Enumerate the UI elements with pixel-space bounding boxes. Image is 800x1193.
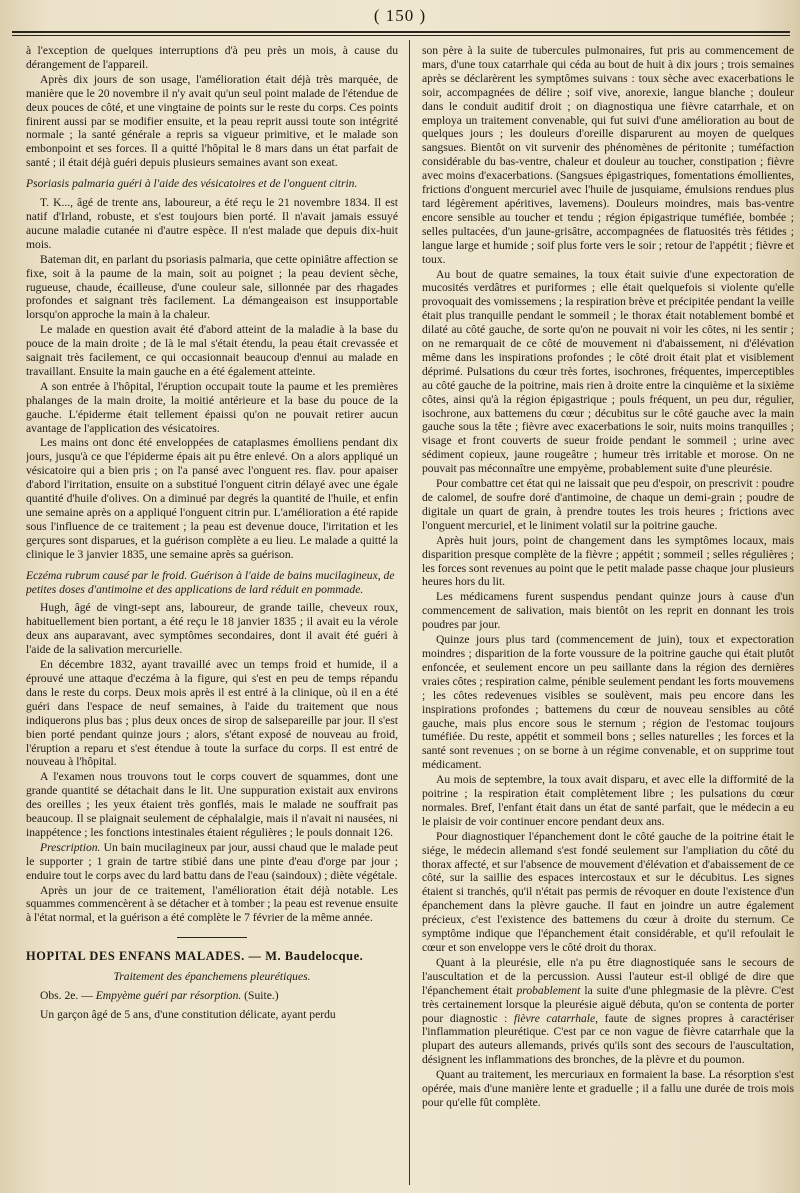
hospital-heading: HOPITAL DES ENFANS MALADES. — M. Baudelocque. — [26, 949, 364, 964]
left-column — [26, 44, 398, 1184]
treatment-heading: Traitement des épanchemens pleurétiques. — [113, 970, 311, 984]
paragraph — [422, 956, 794, 1067]
emphasis: fièvre catarrhale — [513, 1011, 596, 1025]
paragraph: Au mois de septembre, la toux avait disparu, et avec elle la difformité de la poitrine ; la respiration était complètement libre ; les pulsations du cœur normales. Bref, l'enfant était dans un état de santé parfait, que le médecin a eu le plaisir de voir continuer encore pendant deux ans. — [422, 773, 794, 828]
observation-label: Obs. 2e. — — [40, 989, 93, 1003]
paragraph: Hugh, âgé de vingt-sept ans, laboureur, de grande taille, cheveux roux, habituellement bien portant, a été reçu le 18 janvier 1835 ; il avait eu la vérole deux ans auparavant, avec symptômes secondaires, dont il avait été guéri à l'aide de la salivation mercurielle. — [26, 601, 398, 657]
paragraph: En décembre 1832, ayant travaillé avec un temps froid et humide, il a éprouvé une attaque d'eczéma à la figure, qui s'est en peu de temps répandu dans le reste du corps. Deux mois après il est entré à la clinique, où il en a été guéri dans l'espace de neuf semaines, à l'aide du traitement que nous indiquerons plus bas ; plus deux onces de sirop de salsepareille par jour. Il s'est bien porté pendant quinze jours ; alors, s'étant exposé de nouveau au froid, l'éruption a reparu et s'est étendue à toute la surface du corps. Il est entré de nouveau à l'hôpital. — [26, 658, 398, 769]
paragraph: T. K..., âgé de trente ans, laboureur, a été reçu le 21 novembre 1834. Il est natif d'Irland, robuste, et s'est toujours bien porté. Il n'avait jamais essuyé aucune maladie cutanée ni d'autre espèce. Il n'est malade que depuis dix-huit mois. — [26, 196, 398, 251]
emphasis: probablement — [516, 983, 581, 997]
paragraph: Les mains ont donc été enveloppées de cataplasmes émolliens pendant dix jours, jusqu'à ce que l'épiderme épais ait pu être enlevé. On a alors appliqué un vésicatoire qui a bien pris ; on l'a pansé avec l'onguent res. flav. pour apaiser d'abord l'irritation, ensuite on a substitué l'onguent citrin délayé avec une égale quantité d'huile d'olives. On a diminué par degrés la quantité de l'huile, et enfin une semaine après on a appliqué l'onguent citrin pur. L'amélioration a été rapide sous l'influence de ce traitement ; la peau est devenue douce, l'irritation et les gerçures sont disparues, et la guérison complète a eu lieu. Le malade a quitté la clinique le 3 janvier 1835, une semaine après sa guérison. — [26, 436, 398, 561]
section-divider — [177, 937, 247, 938]
paragraph: à l'exception de quelques interruptions d'à peu près un mois, à cause du dérangement de l'appareil. — [26, 44, 398, 71]
observation-title: Empyème guéri par résorption. — [95, 989, 242, 1003]
right-column — [422, 44, 794, 1184]
paragraph-prescription — [26, 841, 398, 883]
paragraph: A son entrée à l'hôpital, l'éruption occupait toute la paume et les premières phalanges de la main droite, la moitié antérieure et la base du pouce de la gauche. L'épiderme était tellement épaissi qu'on ne pouvait retirer aucun avantage de l'application des vésicatoires. — [26, 379, 398, 435]
paragraph: Bateman dit, en parlant du psoriasis palmaria, que cette opiniâtre affection se fixe, soit à la paume de la main, soit au poignet ; la peau devient sèche, rugueuse, chaude, écailleuse, d'une couleur sale, sillonnée par des rhagades profondes et saignant très facilement. La démangeaison est insupportable lorsqu'on approche la main à la chaleur. — [26, 252, 398, 322]
observation-heading — [26, 989, 398, 1003]
paragraph: A l'examen nous trouvons tout le corps couvert de squammes, dont une grande quantité se détachait dans le lit. Une suppuration existait aux environs des oreilles ; les yeux étaient très gonflés, mais le malade ne souffrait pas beaucoup. Il se plaignait seulement de céphalalgie, mais il n'avait ni nausées, ni inappétence ; les fonctions intestinales étaient régulières ; le pouls donnait 126. — [26, 770, 398, 839]
paragraph: son père à la suite de tubercules pulmonaires, fut pris au commencement de mars, d'une toux catarrhale qui céda au bout de huit à dix jours ; trois semaines après se déclarèrent les symptômes suivans : toux sèche avec exacerbations le soir, accompagnées de délire ; soif vive, anorexie, langue blanche ; douleur dans le conduit auditif droit ; on diagnostiqua une fièvre catarrhale, et on employa un traitement convenable, qui fut suivi d'une amélioration au bout de quelques jours ; les douleurs d'oreille disparurent au moyen de quelques sangsues. Bientôt on vit survenir des phénomènes de péritonite ; tuméfaction considérable du bas-ventre, chaleur et douleur au toucher, constipation ; fièvre avec moins d'exacerbations. (Sangsues épigastriques, fomentations émollientes, frictions d'onguent mercuriel avec l'huile de jusquiame, émulsions rendues plus tard légèrement apéritives, lavemens). Douleurs moindres, mais bas-ventre encore sensible au toucher et tendu ; région épigastrique tuméfiée, bombée ; selles pultacées, d'un jaune-grisâtre, accompagnées de flatuosités très fétides ; langue large et humide ; soif plus forte vers le soir ; retour de l'appétit ; fièvre et toux. — [422, 44, 794, 266]
text-run: la suite d'une phlegmasie de la plèvre. C'est très certainement lorsque la pleurésie aiguë débuta, qu'on se contenta de porter pour diagnostic : — [422, 983, 794, 1025]
page-number: ( 150 ) — [373, 6, 427, 25]
text-run: , faute de signes propres à caractériser l'inflammation pleurétique. C'est par ce non vague de fièvre catarrhale que la plupart des auteurs allemands, privés qu'ils sont des secours de l'auscultation, désignent les inflammations des bronches, de la plèvre et du poumon. — [422, 1011, 794, 1067]
paragraph: Un garçon âgé de 5 ans, d'une constitution délicate, ayant perdu — [40, 1008, 336, 1021]
paragraph: Pour combattre cet état qui ne laissait que peu d'espoir, on prescrivit : poudre de calomel, de soufre doré d'antimoine, de chaque un demi-grain ; poudre de digitale un quart de grain, à prendre toutes les trois heures ; frictions avec l'onguent mercuriel, et le liniment volatil sur la poitrine gauche. — [422, 477, 794, 532]
paragraph: Pour diagnostiquer l'épanchement dont le côté gauche de la poitrine était le siége, le médecin allemand s'est fondé seulement sur l'ampliation du côté du thorax affecté, et sur l'absence de mouvement d'élévation et d'abaissement de ce côté, sur la saillie des espaces intercostaux et sur le décubitus. Les signes étaient si tranchés, qu'il n'était pas permis de révoquer en doute l'existence d'un épanchement dans la plèvre gauche. Il faut en joindre un autre également précieux, c'est l'existence des battemens du cœur à droite du sternum. Ce symptôme indique que l'épanchement était considérable, et qu'il refoulait le cœur et son enveloppe vers le côté droit du thorax. — [422, 829, 794, 954]
case-title-eczema: Eczéma rubrum causé par le froid. Guérison à l'aide de bains mucilagineux, de petites doses d'antimoine et des applications de lard réduit en pommade. — [26, 568, 395, 596]
paragraph: Quinze jours plus tard (commencement de juin), toux et expectoration moindres ; disparition de la forte voussure de la poitrine gauche qui était plutôt enfoncée, et seulement encore un peu saillante dans la région des dernières vraies côtes ; respiration calme, pénible seulement pendant les forts mouvemens ; les côtes redevenues visibles se soulèvent, mais peu encore dans les inspirations profondes ; battemens du cœur de nouveau sensibles au côté gauche, mais plus encore sous le sternum ; région de l'estomac toujours tuméfiée. Du reste, appétit et sommeil bons ; selles naturelles ; les forces et la santé sont revenues ; on se borne à un régime convenable, et on supprime tout médicament. — [422, 633, 794, 772]
prescription-label: Prescription. — [40, 840, 101, 854]
prescription-text: Un bain mucilagineux par jour, aussi chaud que le malade peut le supporter ; 1 grain de tartre stibié dans une pinte d'eau d'orge par jour ; enduire tout le corps avec du lard battu dans de l'eau (saindoux) ; diète végétale. — [26, 840, 398, 882]
header-rule — [12, 31, 790, 33]
column-divider — [409, 40, 410, 1185]
paragraph: Après dix jours de son usage, l'amélioration était déjà très marquée, de manière que le 20 novembre il n'y avait qu'un seul point malade de l'étendue de deux pouces de côté, et une vingtaine de points sur le reste du corps. Ces points finirent aussi par se modifier ensuite, et la peau reprit aussi toute son intégrité normale ; la santé générale a repris sa vigueur primitive, et le malade son embonpoint et ses forces. Il a quitté l'hôpital le 8 mars dans un état parfait de santé ; il était déjà guéri depuis plusieurs semaines avant son exeat. — [26, 72, 398, 170]
paragraph: Le malade en question avait été d'abord atteint de la maladie à la base du pouce de la main droite ; de là le mal s'était étendu, la peau était crevassée et saignait très facilement, ce qui occasionnait beaucoup d'ennui au malade en travaillant. Ensuite la main gauche en a été également atteinte. — [26, 323, 398, 378]
text-run: Quant à la pleurésie, elle n'a pu être diagnostiquée sans le secours de l'auscultation et de la percussion. Aussi l'auteur est-il obligé de dire que l'épanchement était — [422, 955, 794, 997]
paragraph: Après un jour de ce traitement, l'amélioration était déjà notable. Les squammes commencèrent à se détacher et à tomber ; la peau est revenue ensuite à l'état normal, et la guérison a été complète le 7 février de la même année. — [26, 883, 398, 925]
header-rule-thin — [12, 35, 790, 36]
paragraph: Quant au traitement, les mercuriaux en formaient la base. La résorption s'est opérée, mais d'une manière lente et graduelle ; il a fallu une durée de trois mois pour qu'elle fût complète. — [422, 1068, 794, 1109]
case-title-psoriasis: Psoriasis palmaria guéri à l'aide des vésicatoires et de l'onguent citrin. — [26, 177, 358, 191]
paragraph: Au bout de quatre semaines, la toux était suivie d'une expectoration de mucosités verdâtres et puriformes ; elle était quelquefois si violente qu'elle provoquait des vomissemens ; la respiration brève et précipitée pendant la veille était plus tranquille pendant le sommeil ; le thorax était notablement bombé et dilaté au côté gauche, de sorte qu'on ne pouvait ni voir les côtes, ni les sentir ; on ne remarquait de ce côté de mouvement ni d'abaissement, ni d'élévation même dans les inspirations profondes ; le côté droit était plat et visiblement déprimé. Pulsations du cœur très fortes, isochrones, fréquentes, imperceptibles au côté gauche de la poitrine, mais rien à droite entre la cinquième et la sixième côtes, ainsi qu'à la région épigastrique ; pouls fréquent, un peu dur, régulier, isochrone, aux battemens du cœur ; décubitus sur le côté gauche avec la main gauche sous la tête ; fièvre avec exacerbations le soir, nuits moins tranquilles ; visage et front couverts de sueur froide pendant le sommeil ; urine avec sédiment copieux, jaune rougeâtre ; humeur très irritable et morose. On ne pouvait pas méconnaître une empyème, probablement suite d'une pleurésie. — [422, 267, 794, 476]
observation-suite: (Suite.) — [244, 989, 279, 1003]
paragraph: Après huit jours, point de changement dans les symptômes locaux, mais disparition presque complète de la fièvre ; appétit ; sommeil ; selles régulières ; les forces sont revenues au point que le petit malade passe chaque jour plusieurs heures hors du lit. — [422, 533, 794, 589]
paragraph: Les médicamens furent suspendus pendant quinze jours à cause d'un commencement de salivation, mais bientôt on les reprit en donnant les trois poudres par jour. — [422, 590, 794, 632]
